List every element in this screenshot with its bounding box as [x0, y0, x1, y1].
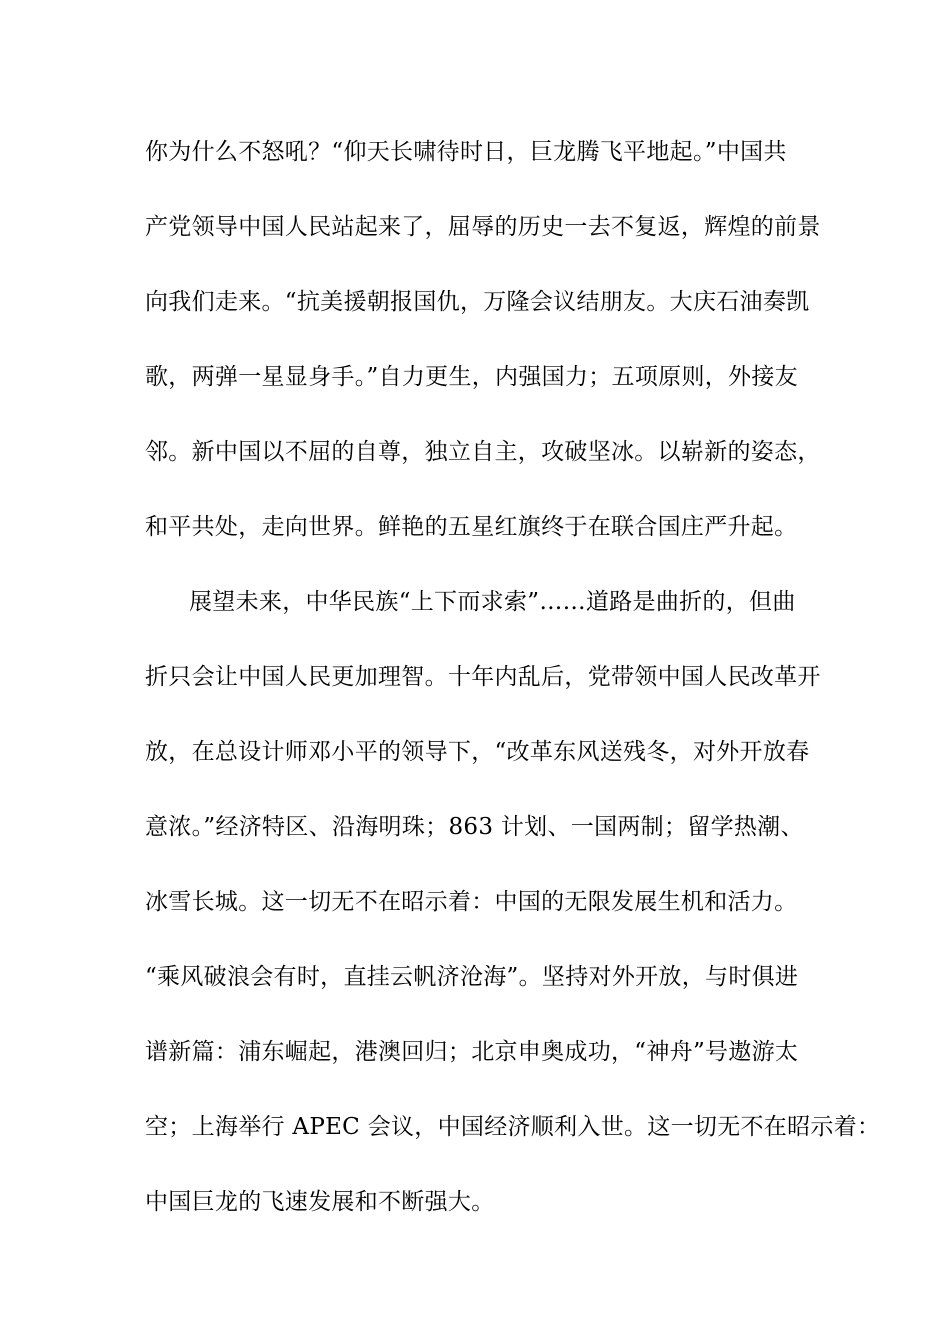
body-text: [145, 131, 881, 1256]
text-line: 向我们走来。“抗美援朝报国仇，万隆会议结朋友。大庆石油奏凯: [145, 289, 810, 315]
text-line: 空；上海举行 APEC 会议，中国经济顺利入世。这一切无不在昭示着：: [145, 1114, 881, 1140]
text-line: 邻。新中国以不屈的自尊，独立自主，攻破坚冰。以崭新的姿态，: [145, 439, 821, 465]
text-line: 歌，两弹一星显身手。”自力更生，内强国力；五项原则，外接友: [145, 364, 798, 390]
text-line: 谱新篇：浦东崛起，港澳回归；北京申奥成功，“神舟”号遨游太: [145, 1039, 799, 1065]
text-line: 和平共处，走向世界。鲜艳的五星红旗终于在联合国庄严升起。: [145, 514, 798, 540]
text-line: 意浓。”经济特区、沿海明珠；863 计划、一国两制；留学热潮、: [145, 814, 804, 840]
text-line: “乘风破浪会有时，直挂云帆济沧海”。坚持对外开放，与时俱进: [145, 964, 799, 990]
paragraph-start-line: 展望未来，中华民族“上下而求索”……道路是曲折的，但曲: [189, 589, 796, 615]
text-line: 产党领导中国人民站起来了，屈辱的历史一去不复返，辉煌的前景: [145, 214, 821, 240]
text-line: 放，在总设计师邓小平的领导下，“改革东风送残冬，对外开放春: [145, 739, 810, 765]
text-line: 中国巨龙的飞速发展和不断强大。: [145, 1189, 495, 1215]
text-line: 折只会让中国人民更加理智。十年内乱后，党带领中国人民改革开: [145, 664, 821, 690]
text-line: 冰雪长城。这一切无不在昭示着：中国的无限发展生机和活力。: [145, 889, 798, 915]
text-line: 你为什么不怒吼？“仰天长啸待时日，巨龙腾飞平地起。”中国共: [145, 139, 787, 165]
